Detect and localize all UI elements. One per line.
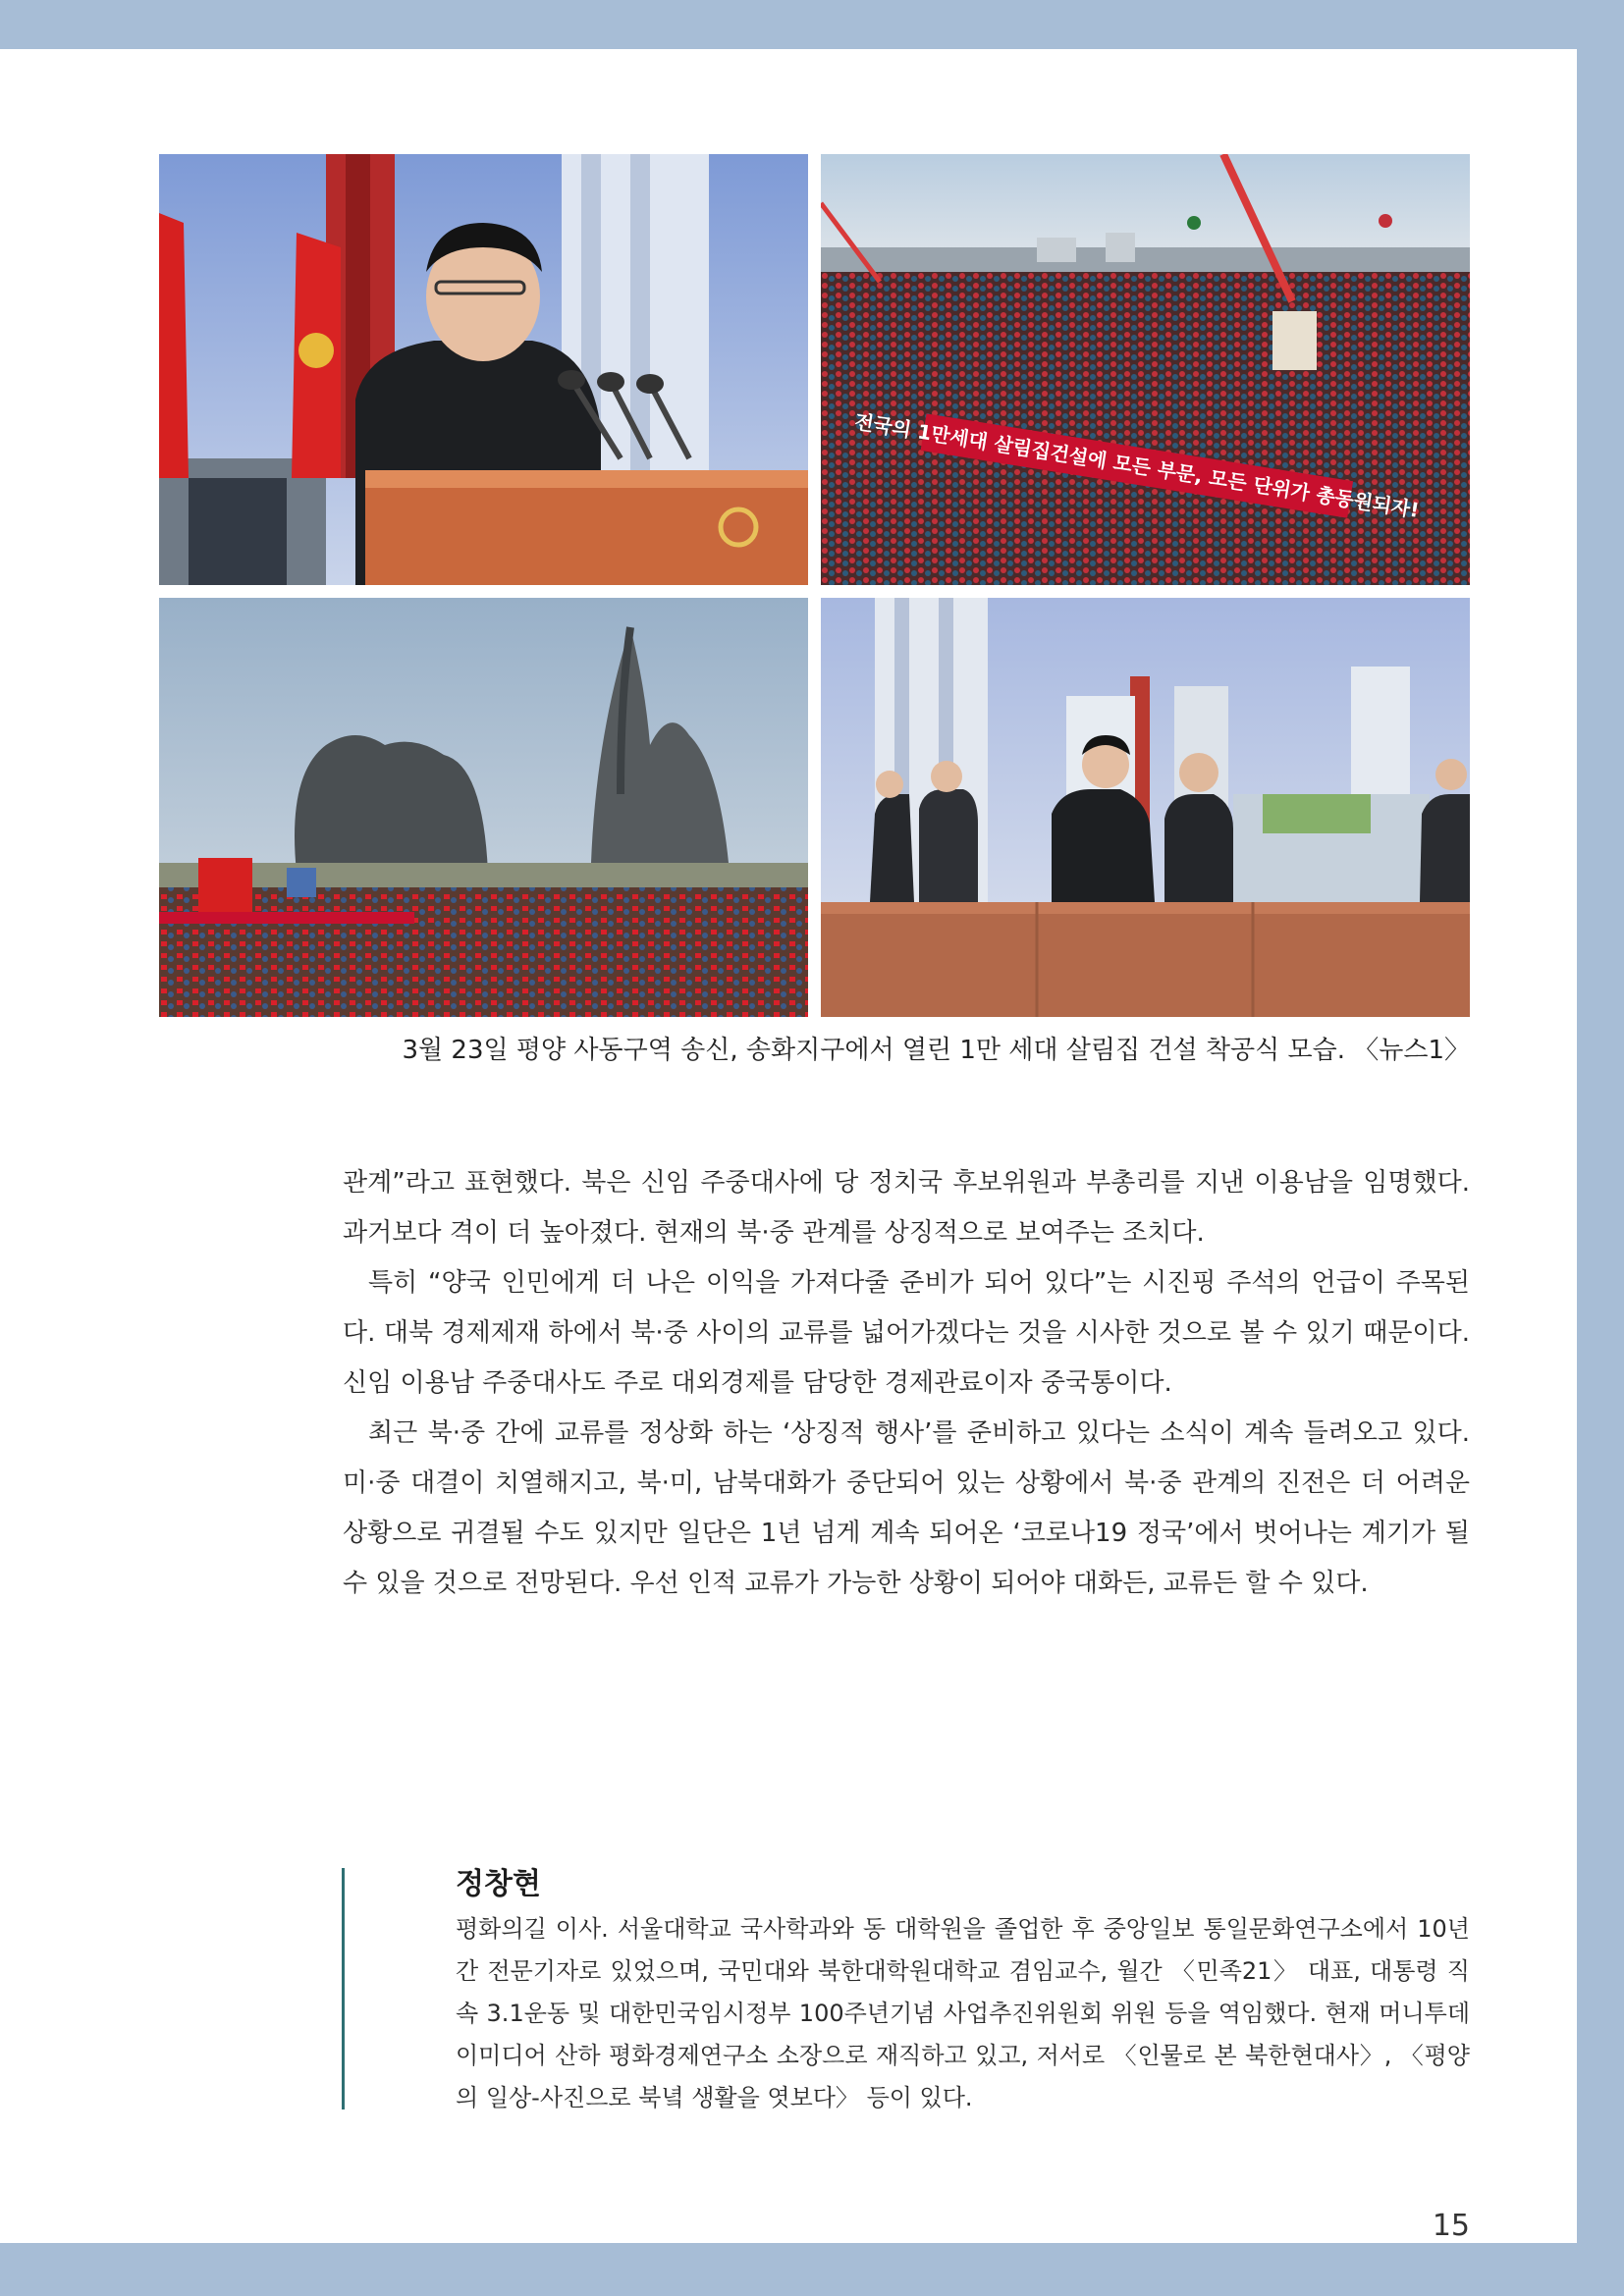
page bbox=[0, 49, 1577, 2243]
photo-officials-applause bbox=[821, 598, 1470, 1017]
page-number: 15 bbox=[1432, 2209, 1470, 2243]
paragraph: 관계”라고 표현했다. 북은 신임 주중대사에 당 정치국 후보위원과 부총리를 지낸 이용남을 임명했다. 과거보다 격이 더 높아졌다. 현재의 북·중 관계를 상징적으로 보여주는 조치다. bbox=[343, 1168, 1470, 1248]
author-name: 정창현 bbox=[456, 1867, 541, 1901]
author-bio-rule bbox=[342, 1868, 345, 2109]
photo-caption: 3월 23일 평양 사동구역 송신, 송화지구에서 열린 1만 세대 살림집 건설 착공식 모습. 〈뉴스1〉 bbox=[402, 1036, 1470, 1065]
photo-podium-speech bbox=[159, 154, 808, 585]
rally-banner: 전국의 1만세대 살림집건설에 모든 부문, 모든 단위가 총동원되자! bbox=[852, 409, 1421, 522]
article-body bbox=[343, 1158, 1470, 1609]
photo-blasting-ceremony bbox=[159, 598, 808, 1017]
author-bio: 평화의길 이사. 서울대학교 국사학과와 동 대학원을 졸업한 후 중앙일보 통일문화연구소에서 10년간 전문기자로 있었으며, 국민대와 북한대학원대학교 겸임교수, 월간 〈민족21〉 대표, 대통령 직속 3.1운동 및 대한민국임시정부 100주년기념 사업추진위원회 위원 등을 역임했다. 현재 머니투데이미디어 산하 평화경제연구소 소장으로 재직하고 있고, 저서로 〈인물로 본 북한현대사〉, 〈평양의 일상-사진으로 북녘 생활을 엿보다〉 등이 있다. bbox=[456, 1915, 1470, 2111]
paragraph: 최근 북·중 간에 교류를 정상화 하는 ‘상징적 행사’를 준비하고 있다는 소식이 계속 들려오고 있다. 미·중 대결이 치열해지고, 북·미, 남북대화가 중단되어 있는 상황에서 북·중 관계의 진전은 더 어려운 상황으로 귀결될 수도 있지만 일단은 1년 넘게 계속 되어온 ‘코로나19 정국’에서 벗어나는 계기가 될 수 있을 것으로 전망된다. 우선 인적 교류가 가능한 상황이 되어야 대화든, 교류든 할 수 있다. bbox=[343, 1418, 1470, 1598]
paragraph: 특히 “양국 인민에게 더 나은 이익을 가져다줄 준비가 되어 있다”는 시진핑 주석의 언급이 주목된다. 대북 경제제재 하에서 북·중 사이의 교류를 넓어가겠다는 것을 시사한 것으로 볼 수 있기 때문이다. 신임 이용남 주중대사도 주로 대외경제를 담당한 경제관료이자 중국통이다. bbox=[343, 1268, 1470, 1398]
photo-mass-rally bbox=[821, 154, 1470, 585]
